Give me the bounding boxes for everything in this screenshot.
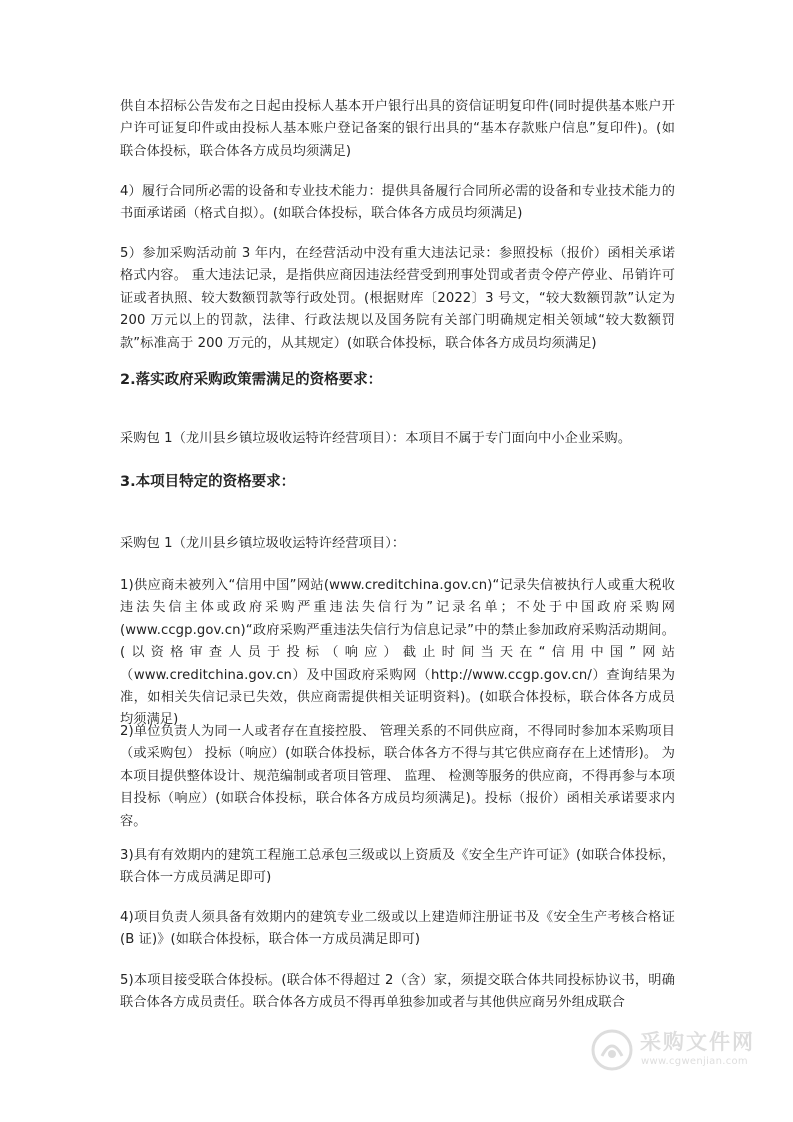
watermark-url: www.cgwenjian.com — [641, 1056, 748, 1067]
paragraph-no-violation-record: 5）参加采购活动前 3 年内，在经营活动中没有重大违法记录：参照投标（报价）函相关承诺格式内容。 重大违法记录，是指供应商因违法经营受到刑事处罚或者责令停产停业、吊销许可证或者执照、较大数额罚款等行政处罚。(根据财库〔2022〕3 号文，“较大数额罚款”认定为 200 万元以上的罚款，法律、行政法规以及国务院有关部门明确规定相关领域“较大数额罚款”标准高于 200 万元的，从其规定）(如联合体投标，联合体各方成员均须满足) — [120, 246, 675, 351]
paragraph-consortium: 5)本项目接受联合体投标。(联合体不得超过 2（含）家，须提交联合体共同投标协议书，明确联合体各方成员责任。联合体各方成员不得再单独参加或者与其他供应商另外组成联合 — [120, 973, 675, 1011]
watermark-name: 采购文件网 — [640, 1030, 755, 1054]
paragraph-project-manager: 4)项目负责人须具备有效期内的建筑专业二级或以上建造师注册证书及《安全生产考核合格证(B 证)》(如联合体投标，联合体一方成员满足即可) — [120, 910, 675, 948]
cgwenjian-logo-icon — [590, 1028, 634, 1072]
section-heading-specific-requirements: 3.本项目特定的资格要求： — [120, 474, 296, 490]
paragraph-package-sme: 采购包 1（龙川县乡镇垃圾收运特许经营项目）：本项目不属于专门面向中小企业采购。 — [120, 431, 632, 446]
watermark — [590, 1024, 770, 1076]
paragraph-credit-china: 1)供应商未被列入“信用中国”网站(www.creditchina.gov.cn)“记录失信被执行人或重大税收违法失信主体或政府采购严重违法失信行为”记录名单；不处于中国政府采购网(www.ccgp.gov.cn)“政府采购严重违法失信行为信息记录”中的禁止参加政府采购活动期间。(以资格审查人员于投标（响应）截止时间当天在“信用中国”网站（www.creditchina.gov.cn）及中国政府采购网（http://www.ccgp.gov.cn/）查询结果为准，如相关失信记录已失效，供应商需提供相关证明资料)。(如联合体投标，联合体各方成员均须满足) — [120, 578, 675, 728]
paragraph-construction-qualification: 3)具有有效期内的建筑工程施工总承包三级或以上资质及《安全生产许可证》(如联合体投标，联合体一方成员满足即可) — [120, 848, 675, 886]
paragraph-bank-credit: 供自本招标公告发布之日起由投标人基本开户银行出具的资信证明复印件(同时提供基本账户开户许可证复印件或由投标人基本账户登记备案的银行出具的“基本存款账户信息”复印件)。(如联合体投标，联合体各方成员均须满足) — [120, 99, 675, 159]
paragraph-package-title: 采购包 1（龙川县乡镇垃圾收运特许经营项目）： — [120, 536, 406, 551]
paragraph-equipment-capability: 4）履行合同所必需的设备和专业技术能力：提供具备履行合同所必需的设备和专业技术能力的书面承诺函（格式自拟）。(如联合体投标，联合体各方成员均须满足) — [120, 184, 675, 222]
section-heading-policy-requirements: 2.落实政府采购政策需满足的资格要求： — [120, 372, 383, 388]
paragraph-same-principal: 2)单位负责人为同一人或者存在直接控股、 管理关系的不同供应商，不得同时参加本采购项目（或采购包） 投标（响应）(如联合体投标，联合体各方不得与其它供应商存在上述情形)。 为本项目提供整体设计、规范编制或者项目管理、 监理、 检测等服务的供应商，不得再参与本项目投标（响应）(如联合体投标，联合体各方成员均须满足)。投标（报价）函相关承诺要求内容。 — [120, 724, 675, 829]
